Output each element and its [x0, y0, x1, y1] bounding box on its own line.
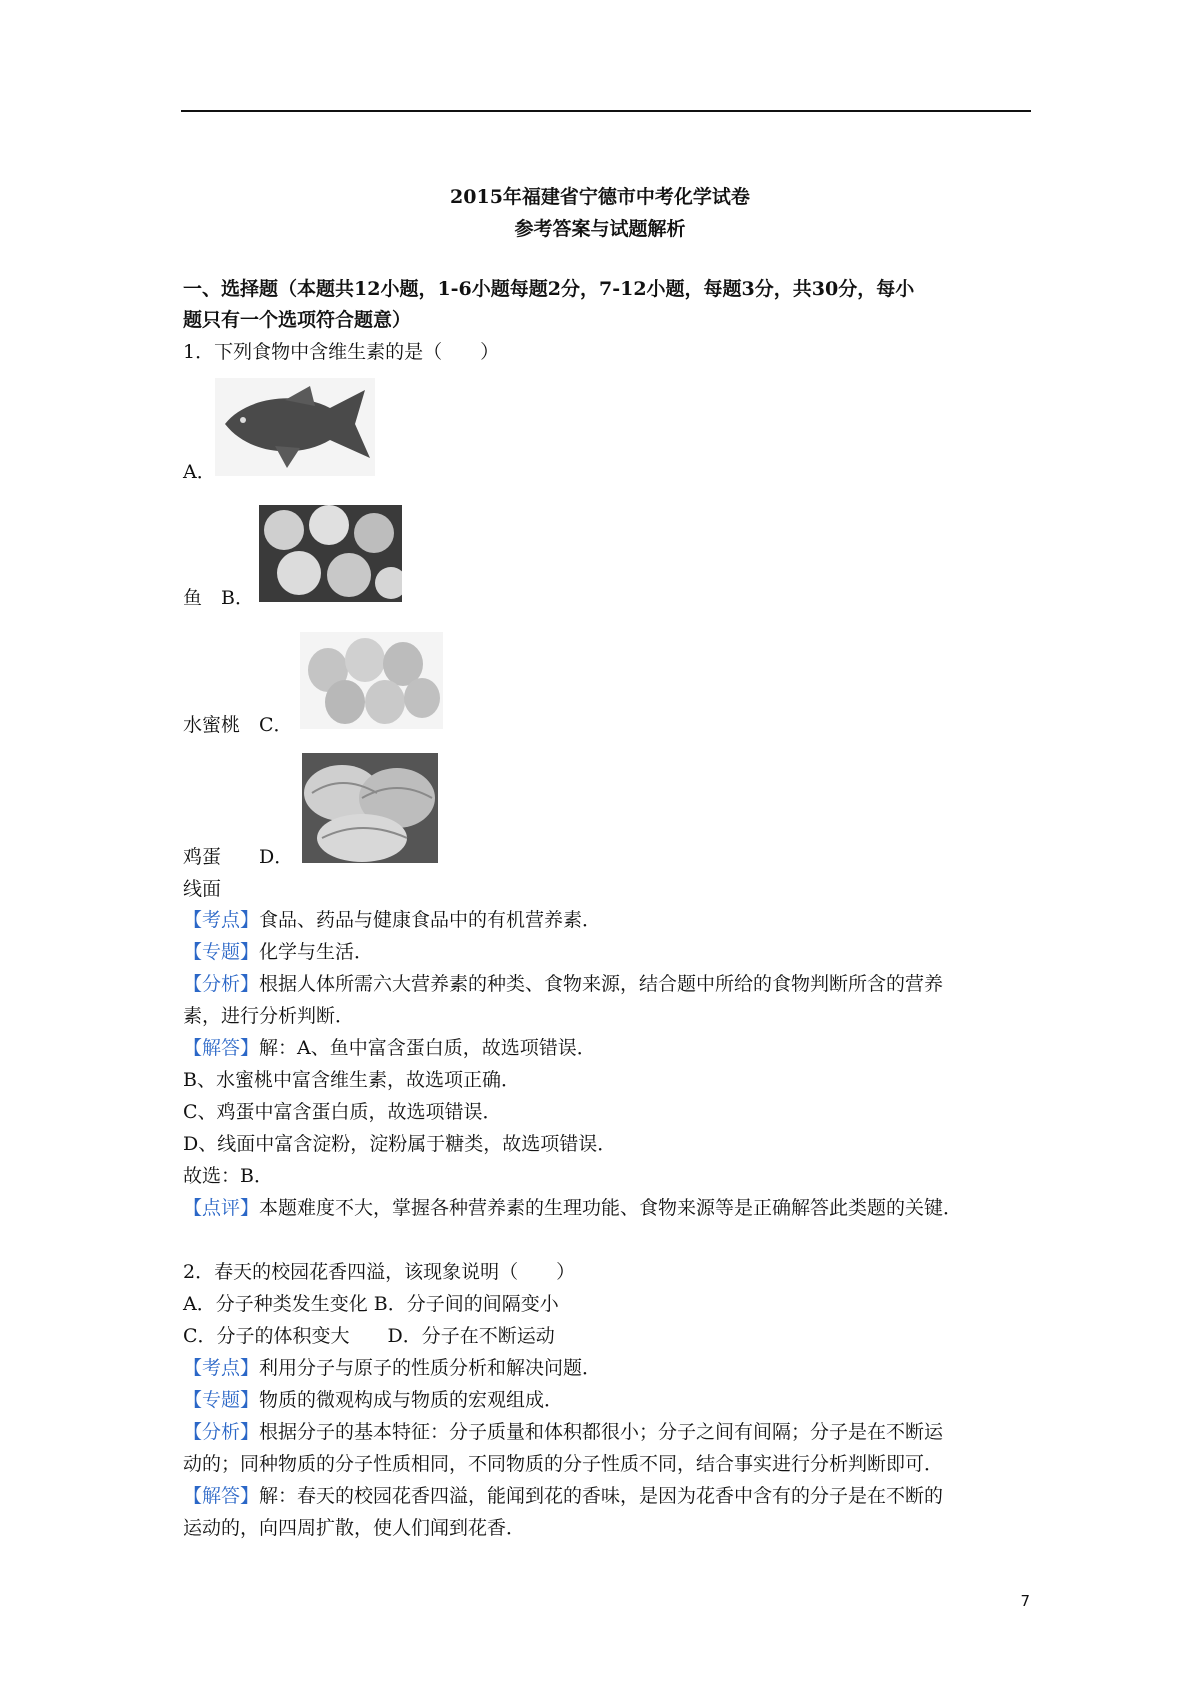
kaodian-tag: 【考点】 — [183, 909, 260, 931]
q1-zhuanti-text: 化学与生活． — [259, 941, 374, 963]
kaodian-tag: 【考点】 — [183, 1357, 260, 1379]
q2-options-ab: A．分子种类发生变化 B．分子间的间隔变小 — [183, 1293, 559, 1315]
q2-fenxi — [183, 1420, 943, 1444]
jieda-tag: 【解答】 — [183, 1037, 260, 1059]
fenxi-tag: 【分析】 — [183, 1421, 260, 1443]
zhuanti-tag: 【专题】 — [183, 941, 260, 963]
q1-option-a: A． — [183, 461, 216, 483]
q1-jieda-line2: B、水蜜桃中富含维生素，故选项正确． — [183, 1069, 520, 1091]
q2-zhuanti-text: 物质的微观构成与物质的宏观组成． — [259, 1389, 564, 1411]
q2-kaodian-text: 利用分子与原子的性质分析和解决问题． — [259, 1357, 602, 1379]
q1-jieda — [183, 1036, 596, 1060]
q1-kaodian-text: 食品、药品与健康食品中的有机营养素． — [259, 909, 602, 931]
q1-jieda-line5: 故选：B． — [183, 1165, 273, 1187]
q1-jieda-text1: 解：A、鱼中富含蛋白质，故选项错误． — [259, 1037, 596, 1059]
noodles-image — [302, 753, 438, 863]
q1-fenxi-text1: 根据人体所需六大营养素的种类、食物来源，结合题中所给的食物判断所含的营养 — [259, 973, 944, 995]
document-title: 2015年福建省宁德市中考化学试卷 — [450, 186, 750, 208]
dianping-tag: 【点评】 — [183, 1197, 260, 1219]
q2-zhuanti — [183, 1388, 563, 1412]
eggs-image — [300, 632, 443, 729]
peach-image — [259, 505, 402, 602]
section-heading-line2: 题只有一个选项符合题意） — [183, 309, 412, 331]
section-heading-line1: 一、选择题（本题共12小题，1-6小题每题2分，7-12小题，每题3分，共30分，每小 — [183, 278, 915, 300]
q2-options-cd: C．分子的体积变大 D．分子在不断运动 — [183, 1325, 555, 1347]
q1-label-b-option-c: 水蜜桃 C． — [183, 714, 293, 736]
q2-jieda — [183, 1484, 943, 1508]
q1-fenxi-line2: 素，进行分析判断． — [183, 1005, 355, 1027]
q2-stem: 2．春天的校园花香四溢，该现象说明（ ） — [183, 1261, 576, 1283]
q2-fenxi-line2: 动的；同种物质的分子性质相同，不同物质的分子性质不同，结合事实进行分析判断即可． — [183, 1453, 944, 1475]
q1-dianping-text: 本题难度不大，掌握各种营养素的生理功能、食物来源等是正确解答此类题的关键． — [259, 1197, 963, 1219]
zhuanti-tag: 【专题】 — [183, 1389, 260, 1411]
q1-fenxi — [183, 972, 943, 996]
q2-kaodian — [183, 1356, 601, 1380]
q1-dianping — [183, 1196, 962, 1220]
q1-jieda-line3: C、鸡蛋中富含蛋白质，故选项错误． — [183, 1101, 502, 1123]
q2-fenxi-text1: 根据分子的基本特征：分子质量和体积都很小；分子之间有间隔；分子是在不断运 — [259, 1421, 944, 1443]
page-number: 7 — [1020, 1592, 1030, 1610]
q1-label-c-option-d: 鸡蛋 D． — [183, 846, 294, 868]
document-subtitle: 参考答案与试题解析 — [514, 218, 686, 240]
q1-label-a-option-b: 鱼 B． — [183, 587, 254, 609]
jieda-tag: 【解答】 — [183, 1485, 260, 1507]
fish-image — [215, 378, 375, 476]
q2-jieda-line2: 运动的，向四周扩散，使人们闻到花香． — [183, 1517, 526, 1539]
q1-zhuanti — [183, 940, 373, 964]
q1-label-d: 线面 — [183, 878, 222, 900]
fenxi-tag: 【分析】 — [183, 973, 260, 995]
header-rule — [181, 110, 1031, 112]
q2-jieda-text1: 解：春天的校园花香四溢，能闻到花的香味，是因为花香中含有的分子是在不断的 — [259, 1485, 944, 1507]
q1-stem: 1．下列食物中含维生素的是（ ） — [183, 341, 500, 363]
q1-kaodian — [183, 908, 601, 932]
q1-jieda-line4: D、线面中富含淀粉，淀粉属于糖类，故选项错误． — [183, 1133, 617, 1155]
